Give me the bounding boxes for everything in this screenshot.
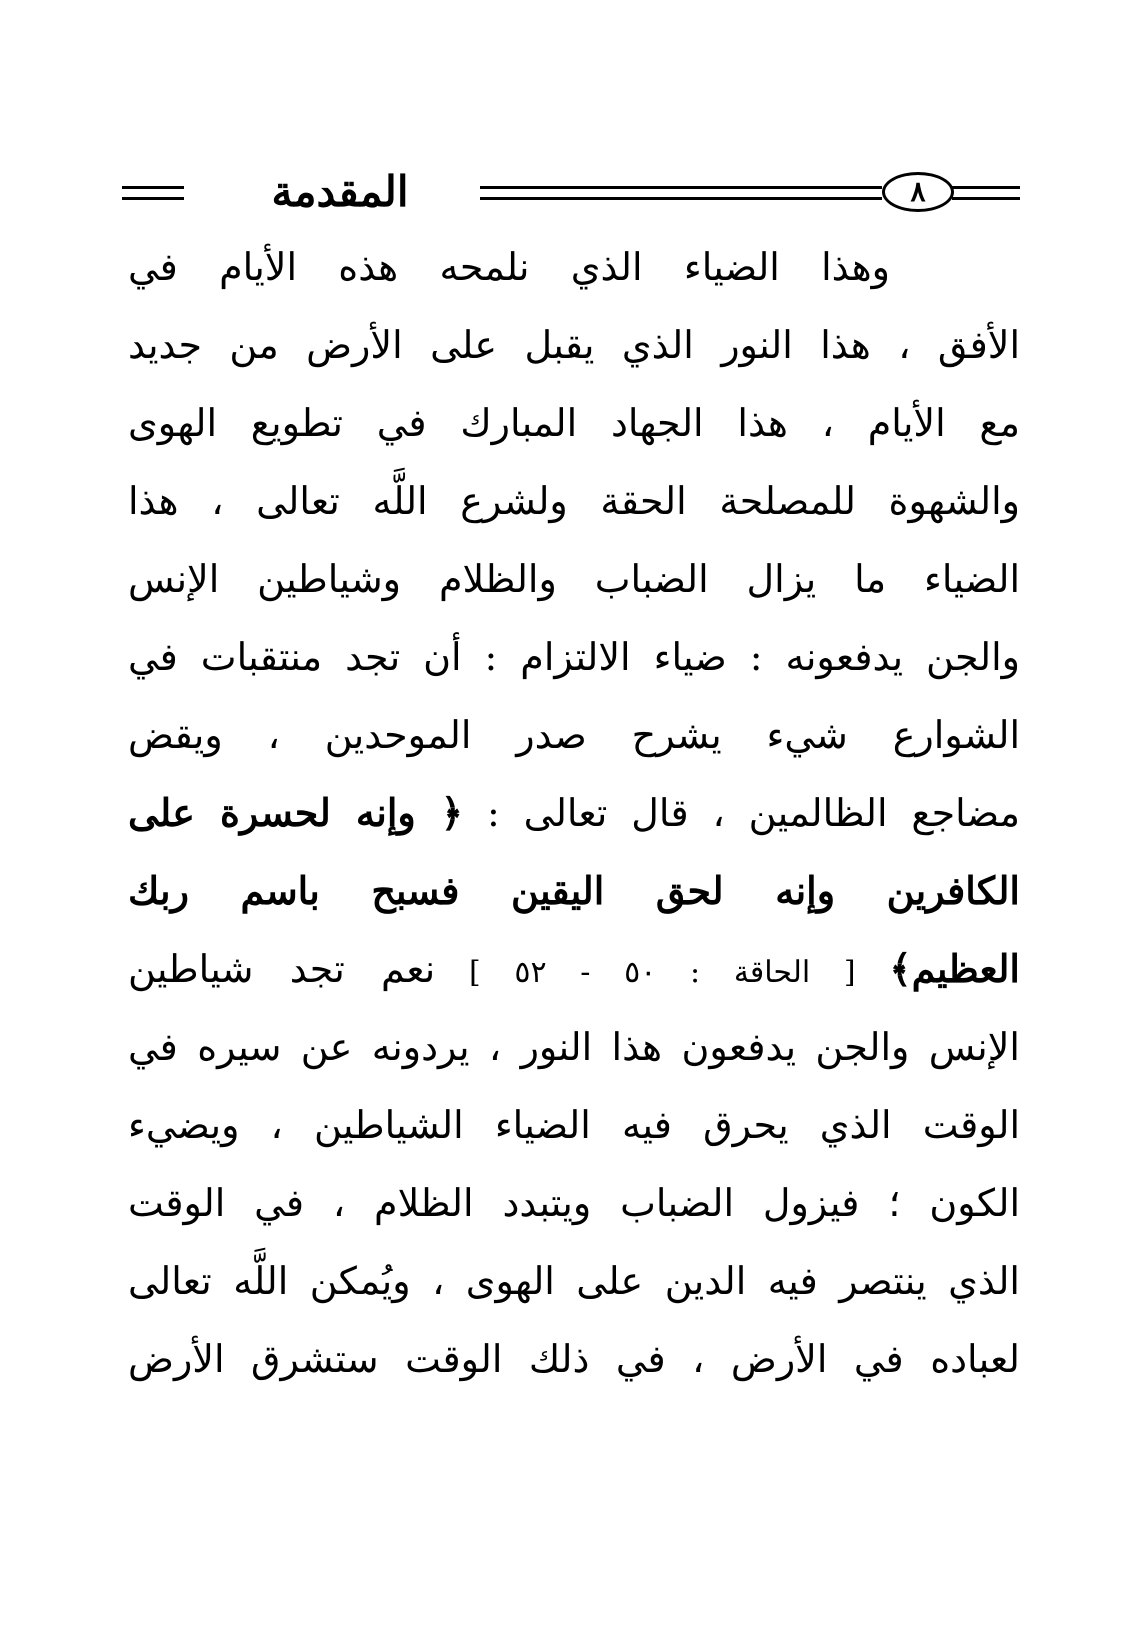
text-line: الضياء ما يزال الضباب والظلام وشياطين الإنس xyxy=(128,557,1020,601)
text-line: الوقت الذي يحرق فيه الضياء الشياطين ، ويضيء xyxy=(128,1103,1020,1147)
verse-citation: [ الحاقة : ٥٠ - ٥٢ ] xyxy=(435,955,890,990)
text-line: الكون ؛ فيزول الضباب ويتبدد الظلام ، في الوقت xyxy=(128,1181,1020,1225)
text-line xyxy=(128,930,1020,1008)
header-rule-left xyxy=(122,186,184,200)
text-line xyxy=(128,774,1020,852)
text-line xyxy=(128,852,1020,930)
text-line: الشوارع شيء يشرح صدر الموحدين ، ويقض xyxy=(128,713,1020,757)
quran-verse: ﴿ وإنه لحسرة على xyxy=(128,790,464,835)
quran-verse: الكافرين وإنه لحق اليقين فسبح باسم ربك xyxy=(128,868,1020,913)
plain-text: مضاجع الظالمين ، قال تعالى : xyxy=(463,791,1020,835)
plain-text: نعم تجد شياطين xyxy=(128,947,436,991)
text-line: الإنس والجن يدفعون هذا النور ، يردونه عن سيره في xyxy=(128,1025,1020,1069)
text-line: مع الأيام ، هذا الجهاد المبارك في تطويع الهوى xyxy=(128,401,1020,445)
page-number: ٨ xyxy=(882,172,954,212)
running-header xyxy=(122,160,1020,220)
text-line: وهذا الضياء الذي نلمحه هذه الأيام في xyxy=(128,245,890,289)
header-rule-middle xyxy=(480,186,882,200)
header-rule-right xyxy=(952,186,1020,200)
text-line: الذي ينتصر فيه الدين على الهوى ، ويُمكن اللَّه تعالى xyxy=(128,1259,1020,1303)
body-text xyxy=(128,228,1020,1398)
text-line: لعباده في الأرض ، في ذلك الوقت ستشرق الأرض xyxy=(128,1337,1020,1381)
quran-verse: العظيم﴾ xyxy=(889,946,1020,991)
text-line: والجن يدفعونه : ضياء الالتزام : أن تجد منتقبات في xyxy=(128,635,1020,679)
text-line: الأفق ، هذا النور الذي يقبل على الأرض من جديد xyxy=(128,323,1020,367)
chapter-title: المقدمة xyxy=(271,167,409,216)
text-line: والشهوة للمصلحة الحقة ولشرع اللَّه تعالى ، هذا xyxy=(128,479,1020,523)
